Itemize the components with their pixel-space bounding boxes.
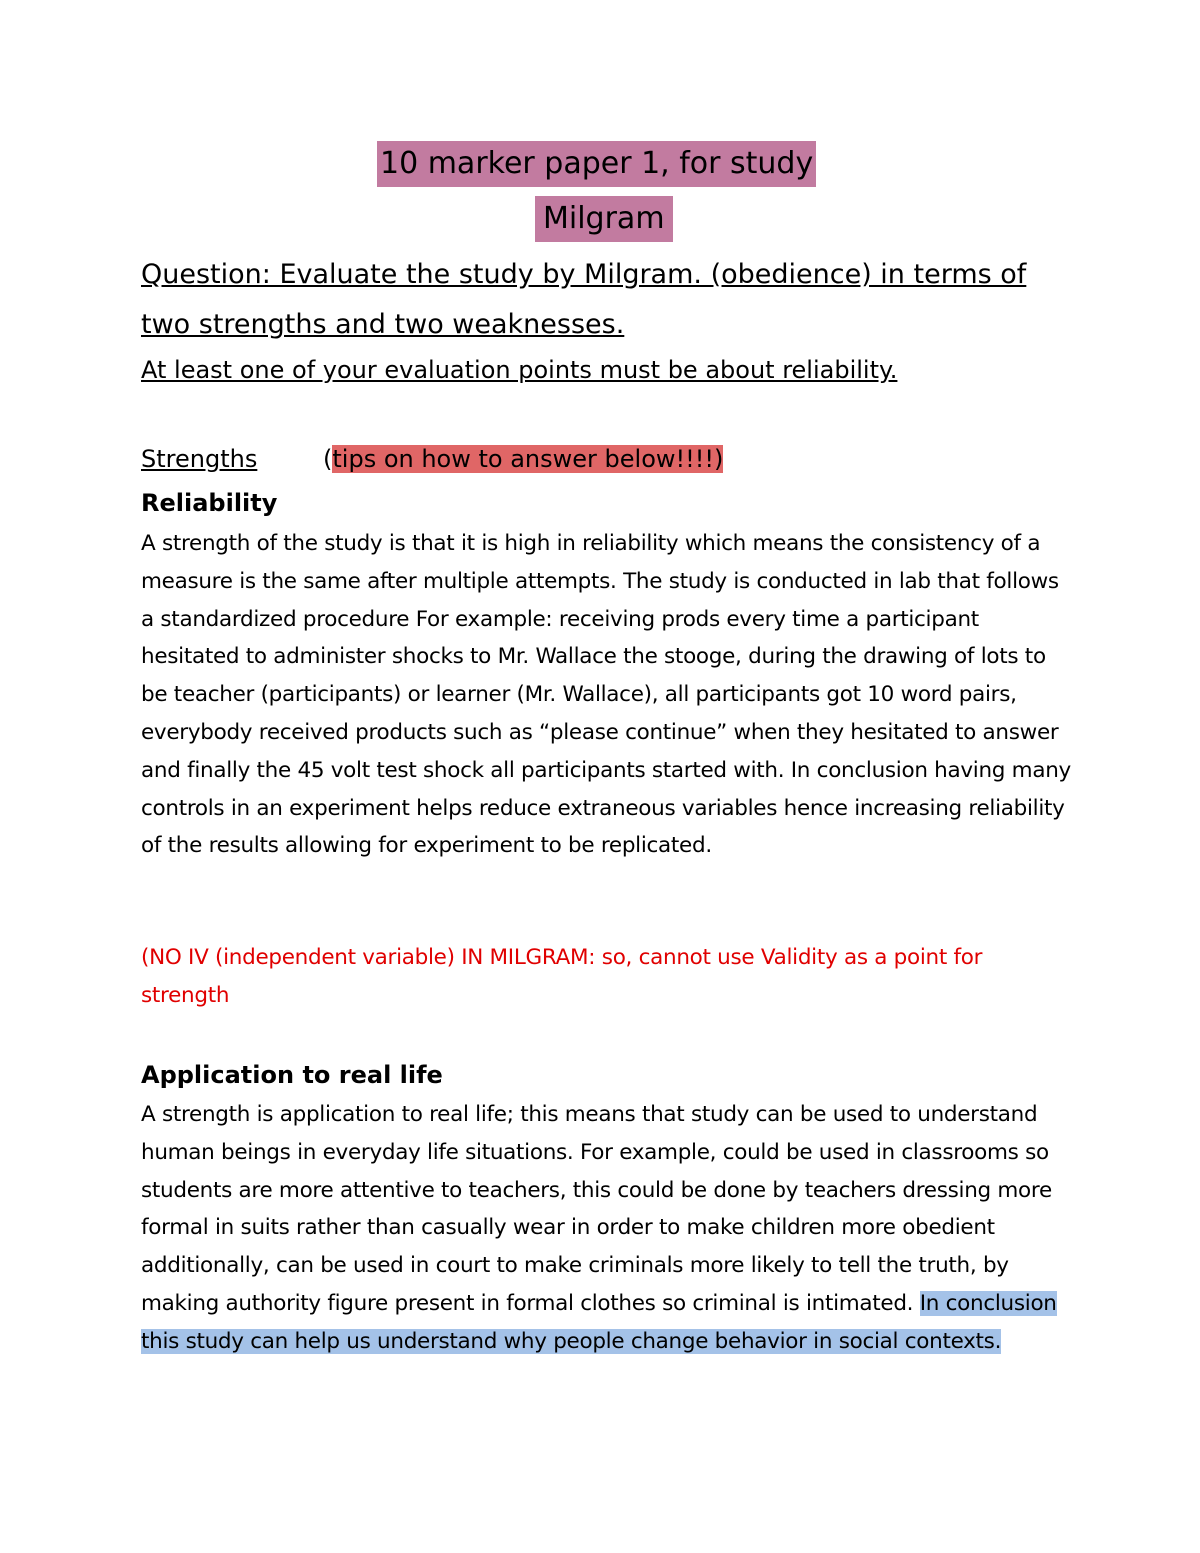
application-conclusion-highlight: In conclusion this study can help us understand why people change behavior in social contexts. (141, 1290, 1057, 1354)
tips-highlight: tips on how to answer below!!!!) (332, 445, 724, 473)
application-heading: Application to real life (141, 1061, 443, 1089)
application-body: A strength is application to real life; this means that study can be used to understand human beings in everyday life situations. For example, could be used in classrooms so students are more attentive to teachers, this could be done by teachers dressing more formal in suits rather than casually wear in order to make children more obedient additionally, can be used in court to make criminals more likely to tell the truth, by making authority figure present in formal clothes so criminal is intimated. (141, 1102, 1052, 1316)
document-title: 10 marker paper 1, for study (377, 141, 816, 187)
tips-note (320, 440, 726, 478)
reliability-heading: Reliability (141, 489, 278, 517)
tips-open-paren: ( (323, 445, 333, 473)
question-text: Question: Evaluate the study by Milgram. (obedience) in terms of two strengths and two weaknesses. (141, 259, 1027, 340)
reliability-paragraph: A strength of the study is that it is high in reliability which means the consistency of a measure is the same after multiple attempts. The study is conducted in lab that follows a standardized procedure For example: receiving prods every time a participant hesitated to administer shocks to Mr. Wallace the stooge, during the drawing of lots to be teacher (participants) or learner (Mr. Wallace), all participants got 10 word pairs, everybody received products such as “please continue” when they hesitated to answer and finally the 45 volt test shock all participants started with. In conclusion having many controls in an experiment helps reduce extraneous variables hence increasing reliability of the results allowing for experiment to be replicated. (141, 531, 1071, 859)
application-paragraph (141, 1096, 1071, 1361)
strengths-label: Strengths (141, 445, 258, 473)
reliability-requirement-note: At least one of your evaluation points must be about reliability. (141, 356, 898, 384)
validity-warning: (NO IV (independent variable) IN MILGRAM: so, cannot use Validity as a point for strength (141, 945, 983, 1008)
document-subtitle: Milgram (535, 196, 673, 242)
